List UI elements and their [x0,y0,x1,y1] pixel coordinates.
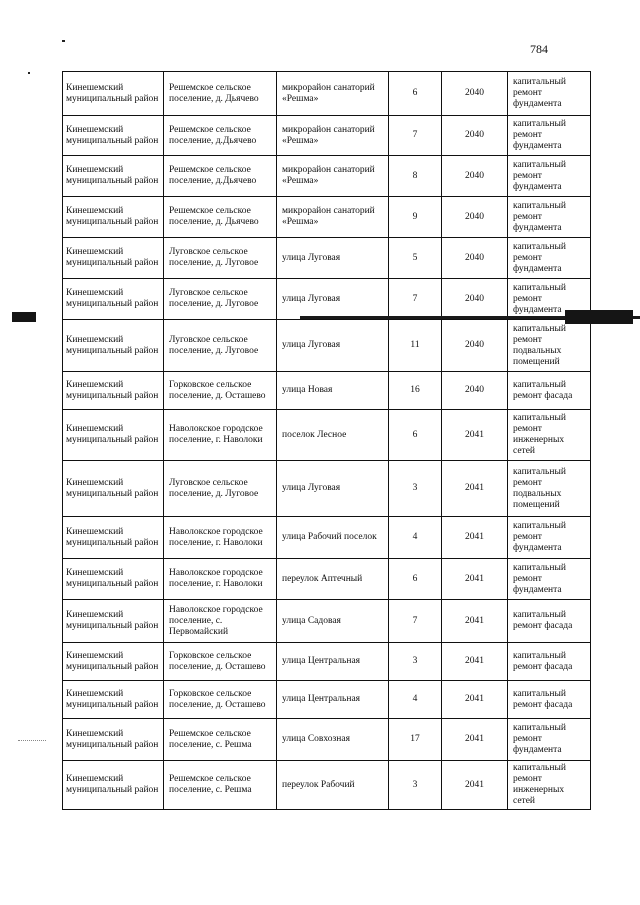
work-type-cell: капитальный ремонт инженерных сетей [508,410,591,461]
district-cell: Кинешемский муниципальный район [63,461,164,517]
house-cell: 6 [389,559,442,600]
settlement-cell: Решемское сельское поселение, д. Дьячево [164,72,277,116]
street-cell: улица Новая [277,372,389,410]
repair-schedule-table [62,71,591,810]
table-row [63,320,591,372]
settlement-cell: Горковское сельское поселение, д. Осташево [164,681,277,719]
table-row [63,517,591,559]
house-cell: 7 [389,600,442,643]
house-cell: 4 [389,517,442,559]
work-type-cell: капитальный ремонт фундамента [508,719,591,761]
table-row [63,600,591,643]
year-cell: 2041 [442,719,508,761]
house-cell: 5 [389,238,442,279]
table-row [63,116,591,156]
table-row [63,461,591,517]
work-type-cell: капитальный ремонт фундамента [508,559,591,600]
district-cell: Кинешемский муниципальный район [63,238,164,279]
year-cell: 2040 [442,156,508,197]
settlement-cell: Решемское сельское поселение, д.Дьячево [164,156,277,197]
street-cell: улица Луговая [277,238,389,279]
scan-speck [28,72,30,74]
street-cell: микрорайон санаторий «Решма» [277,72,389,116]
settlement-cell: Горковское сельское поселение, д. Осташево [164,643,277,681]
street-cell: микрорайон санаторий «Решма» [277,197,389,238]
house-cell: 8 [389,156,442,197]
district-cell: Кинешемский муниципальный район [63,761,164,810]
work-type-cell: капитальный ремонт фундамента [508,517,591,559]
work-type-cell: капитальный ремонт фундамента [508,72,591,116]
house-cell: 16 [389,372,442,410]
page-number: 784 [530,42,548,56]
district-cell: Кинешемский муниципальный район [63,410,164,461]
settlement-cell: Наволокское городское поселение, г. Наволоки [164,517,277,559]
table-row [63,372,591,410]
settlement-cell: Наволокское городское поселение, г. Наволоки [164,559,277,600]
house-cell: 9 [389,197,442,238]
table-row [63,559,591,600]
district-cell: Кинешемский муниципальный район [63,719,164,761]
table-row [63,410,591,461]
street-cell: улица Совхозная [277,719,389,761]
year-cell: 2041 [442,643,508,681]
table-row [63,719,591,761]
settlement-cell: Решемское сельское поселение, с. Решма [164,761,277,810]
year-cell: 2041 [442,461,508,517]
district-cell: Кинешемский муниципальный район [63,197,164,238]
district-cell: Кинешемский муниципальный район [63,320,164,372]
house-cell: 3 [389,761,442,810]
table-row [63,279,591,320]
work-type-cell: капитальный ремонт фундамента [508,279,591,320]
scan-blot-left [12,312,36,322]
table-row [63,761,591,810]
street-cell: переулок Аптечный [277,559,389,600]
street-cell: переулок Рабочий [277,761,389,810]
district-cell: Кинешемский муниципальный район [63,72,164,116]
house-cell: 7 [389,279,442,320]
street-cell: микрорайон санаторий «Решма» [277,116,389,156]
district-cell: Кинешемский муниципальный район [63,600,164,643]
settlement-cell: Горковское сельское поселение, д. Осташево [164,372,277,410]
year-cell: 2040 [442,238,508,279]
table-row [63,681,591,719]
house-cell: 4 [389,681,442,719]
work-type-cell: капитальный ремонт фасада [508,372,591,410]
year-cell: 2041 [442,600,508,643]
year-cell: 2040 [442,72,508,116]
house-cell: 7 [389,116,442,156]
settlement-cell: Луговское сельское поселение, д. Луговое [164,461,277,517]
settlement-cell: Решемское сельское поселение, с. Решма [164,719,277,761]
year-cell: 2040 [442,320,508,372]
house-cell: 3 [389,461,442,517]
street-cell: улица Центральная [277,681,389,719]
street-cell: улица Рабочий поселок [277,517,389,559]
district-cell: Кинешемский муниципальный район [63,559,164,600]
district-cell: Кинешемский муниципальный район [63,681,164,719]
district-cell: Кинешемский муниципальный район [63,372,164,410]
year-cell: 2041 [442,410,508,461]
street-cell: улица Центральная [277,643,389,681]
house-cell: 3 [389,643,442,681]
settlement-cell: Наволокское городское поселение, г. Наволоки [164,410,277,461]
work-type-cell: капитальный ремонт фасада [508,600,591,643]
settlement-cell: Решемское сельское поселение, д. Дьячево [164,197,277,238]
street-cell: микрорайон санаторий «Решма» [277,156,389,197]
district-cell: Кинешемский муниципальный район [63,643,164,681]
work-type-cell: капитальный ремонт подвальных помещений [508,320,591,372]
district-cell: Кинешемский муниципальный район [63,116,164,156]
work-type-cell: капитальный ремонт фасада [508,681,591,719]
work-type-cell: капитальный ремонт инженерных сетей [508,761,591,810]
settlement-cell: Луговское сельское поселение, д. Луговое [164,238,277,279]
settlement-cell: Луговское сельское поселение, д. Луговое [164,279,277,320]
district-cell: Кинешемский муниципальный район [63,156,164,197]
table-row [63,238,591,279]
street-cell: поселок Лесное [277,410,389,461]
street-cell: улица Садовая [277,600,389,643]
table-row [63,72,591,116]
work-type-cell: капитальный ремонт подвальных помещений [508,461,591,517]
settlement-cell: Луговское сельское поселение, д. Луговое [164,320,277,372]
year-cell: 2040 [442,116,508,156]
work-type-cell: капитальный ремонт фасада [508,643,591,681]
year-cell: 2041 [442,559,508,600]
scan-speck [62,40,65,42]
year-cell: 2041 [442,681,508,719]
work-type-cell: капитальный ремонт фундамента [508,116,591,156]
house-cell: 11 [389,320,442,372]
house-cell: 6 [389,72,442,116]
year-cell: 2040 [442,372,508,410]
work-type-cell: капитальный ремонт фундамента [508,238,591,279]
district-cell: Кинешемский муниципальный район [63,517,164,559]
district-cell: Кинешемский муниципальный район [63,279,164,320]
margin-mark [18,740,46,741]
work-type-cell: капитальный ремонт фундамента [508,156,591,197]
year-cell: 2041 [442,517,508,559]
street-cell: улица Луговая [277,320,389,372]
settlement-cell: Наволокское городское поселение, с. Первомайский [164,600,277,643]
year-cell: 2041 [442,761,508,810]
house-cell: 6 [389,410,442,461]
table-row [63,156,591,197]
house-cell: 17 [389,719,442,761]
settlement-cell: Решемское сельское поселение, д.Дьячево [164,116,277,156]
year-cell: 2040 [442,279,508,320]
year-cell: 2040 [442,197,508,238]
street-cell: улица Луговая [277,461,389,517]
table-row [63,197,591,238]
work-type-cell: капитальный ремонт фундамента [508,197,591,238]
street-cell: улица Луговая [277,279,389,320]
table-row [63,643,591,681]
